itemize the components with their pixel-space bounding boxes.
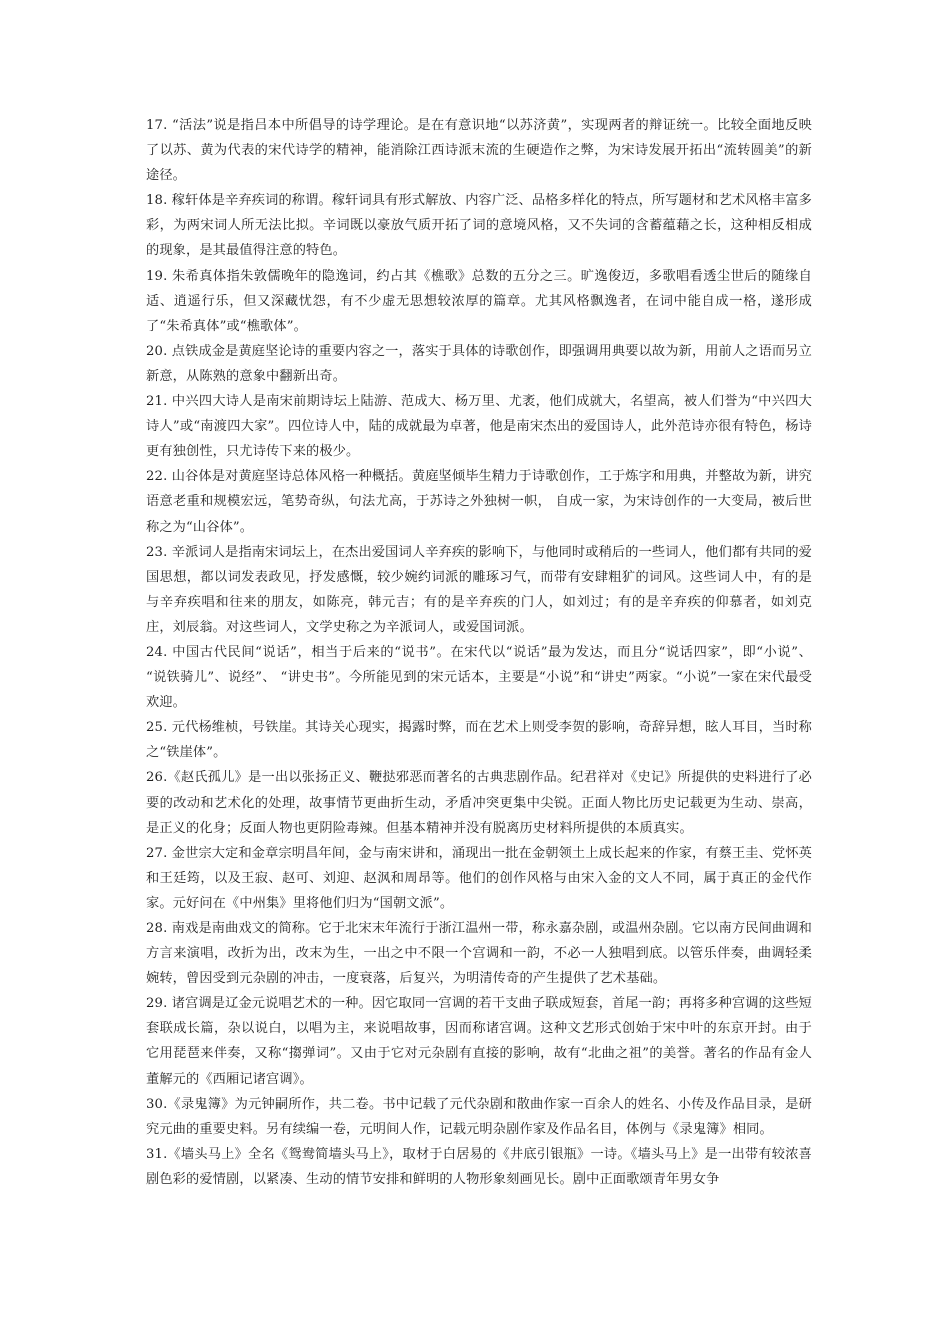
entry-28: 28. 南戏是南曲戏文的简称。它于北宋末年流行于浙江温州一带，称永嘉杂剧，或温州杂剧。它以南方民间曲调和方言来演唱，改折为出，改末为生，一出之中不限一个宫调和一韵，不必一人独唱到底。以管乐伴奏，曲调轻柔婉转，曾因受到元杂剧的冲击，一度衰落，后复兴，为明清传奇的产生提供了艺术基础。 — [146, 921, 812, 987]
entry-22: 22. 山谷体是对黄庭坚诗总体风格一种概括。黄庭坚倾毕生精力于诗歌创作，工于炼字和用典，并整故为新，讲究语意老重和规模宏远，笔势奇纵，句法尤高，于苏诗之外独树一帜， 自成一家，为宋诗创作的一大变局，被后世称之为“山谷体”。 — [146, 469, 812, 535]
entry-21: 21. 中兴四大诗人是南宋前期诗坛上陆游、范成大、杨万里、尤袤，他们成就大，名望高，被人们誉为“中兴四大诗人”或“南渡四大家”。四位诗人中，陆的成就最为卓著，他是南宋杰出的爱国诗人，此外范诗亦很有特色，杨诗更有独创性，只尤诗传下来的极少。 — [146, 394, 812, 460]
entry-29: 29. 诸宫调是辽金元说唱艺术的一种。因它取同一宫调的若干支曲子联成短套，首尾一韵；再将多种宫调的这些短套联成长篇，杂以说白，以唱为主，来说唱故事，因而称诸宫调。这种文艺形式创始于宋中叶的东京开封。由于它用琵琶来伴奏，又称“搊弹词”。又由于它对元杂剧有直接的影响，故有“北曲之祖”的美誉。著名的作品有金人董解元的《西厢记诸宫调》。 — [146, 996, 812, 1087]
entry-17: 17. “活法”说是指吕本中所倡导的诗学理论。是在有意识地“以苏济黄”，实现两者的辩证统一。比较全面地反映了以苏、黄为代表的宋代诗学的精神，能消除江西诗派末流的生硬造作之弊，为宋诗发展开拓出“流转圆美”的新途径。 — [146, 118, 812, 184]
entry-30: 30.《录鬼簿》为元钟嗣所作，共二卷。书中记载了元代杂剧和散曲作家一百余人的姓名、小传及作品目录，是研究元曲的重要史料。另有续编一卷，元明间人作，记载元明杂剧作家及作品名目，体例与《录鬼簿》相同。 — [146, 1096, 812, 1137]
entry-20: 20. 点铁成金是黄庭坚论诗的重要内容之一，落实于具体的诗歌创作，即强调用典要以故为新，用前人之语而另立新意，从陈熟的意象中翻新出奇。 — [146, 343, 812, 384]
entry-25: 25. 元代杨维桢，号铁崖。其诗关心现实，揭露时弊，而在艺术上则受李贺的影响，奇辞异想，眩人耳目，当时称之“铁崖体”。 — [146, 720, 812, 761]
entry-27: 27. 金世宗大定和金章宗明昌年间，金与南宋讲和，涌现出一批在金朝领土上成长起来的作家，有蔡王圭、党怀英和王廷筠，以及王寂、赵可、刘迎、赵沨和周昂等。他们的创作风格与由宋入金的文人不同，属于真正的金代作家。元好问在《中州集》里将他们归为“国朝文派”。 — [146, 845, 812, 911]
document-page — [146, 113, 812, 1192]
entry-23: 23. 辛派词人是指南宋词坛上，在杰出爱国词人辛弃疾的影响下，与他同时或稍后的一些词人，他们都有共同的爱国思想，都以词发表政见，抒发感慨，较少婉约词派的雕琢习气，而带有安肆粗犷的词风。这些词人中，有的是与辛弃疾唱和往来的朋友，如陈亮，韩元吉；有的是辛弃疾的门人，如刘过；有的是辛弃疾的仰慕者，如刘克庄，刘辰翁。对这些词人，文学史称之为辛派词人，或爱国词派。 — [146, 544, 812, 635]
entry-31: 31.《墙头马上》全名《鸳鸯简墙头马上》，取材于白居易的《井底引银瓶》一诗。《墙头马上》是一出带有较浓喜剧色彩的爱情剧，以紧凑、生动的情节安排和鲜明的人物形象刻画见长。剧中正面歌颂青年男女争 — [146, 1146, 812, 1187]
entry-24: 24. 中国古代民间“说话”，相当于后来的“说书”。在宋代以“说话”最为发达，而且分“说话四家”，即“小说”、 “说铁骑儿”、说经”、 “讲史书”。今所能见到的宋元话本，主要是“小说”和“讲史”两家。“小说”一家在宋代最受欢迎。 — [146, 644, 812, 711]
entry-19: 19. 朱希真体指朱敦儒晚年的隐逸词，约占其《樵歌》总数的五分之三。旷逸俊迈，多歌唱看透尘世后的随缘自适、逍遥行乐，但又深藏忧怨，有不少虚无思想较浓厚的篇章。尤其风格飘逸者，在词中能自成一格，遂形成了“朱希真体”或“樵歌体”。 — [146, 268, 812, 334]
entry-18: 18. 稼轩体是辛弃疾词的称谓。稼轩词具有形式解放、内容广泛、品格多样化的特点，所写题材和艺术风格丰富多彩，为两宋词人所无法比拟。辛词既以豪放气质开拓了词的意境风格，又不失词的含蓄蕴藉之长，这种相反相成的现象，是其最值得注意的特色。 — [146, 193, 812, 259]
entry-26: 26.《赵氏孤儿》是一出以张扬正义、鞭挞邪恶而著名的古典悲剧作品。纪君祥对《史记》所提供的史料进行了必要的改动和艺术化的处理，故事情节更曲折生动，矛盾冲突更集中尖锐。正面人物比历史记载更为生动、崇高，是正义的化身；反面人物也更阴险毒辣。但基本精神并没有脱离历史材料所提供的本质真实。 — [146, 770, 812, 836]
